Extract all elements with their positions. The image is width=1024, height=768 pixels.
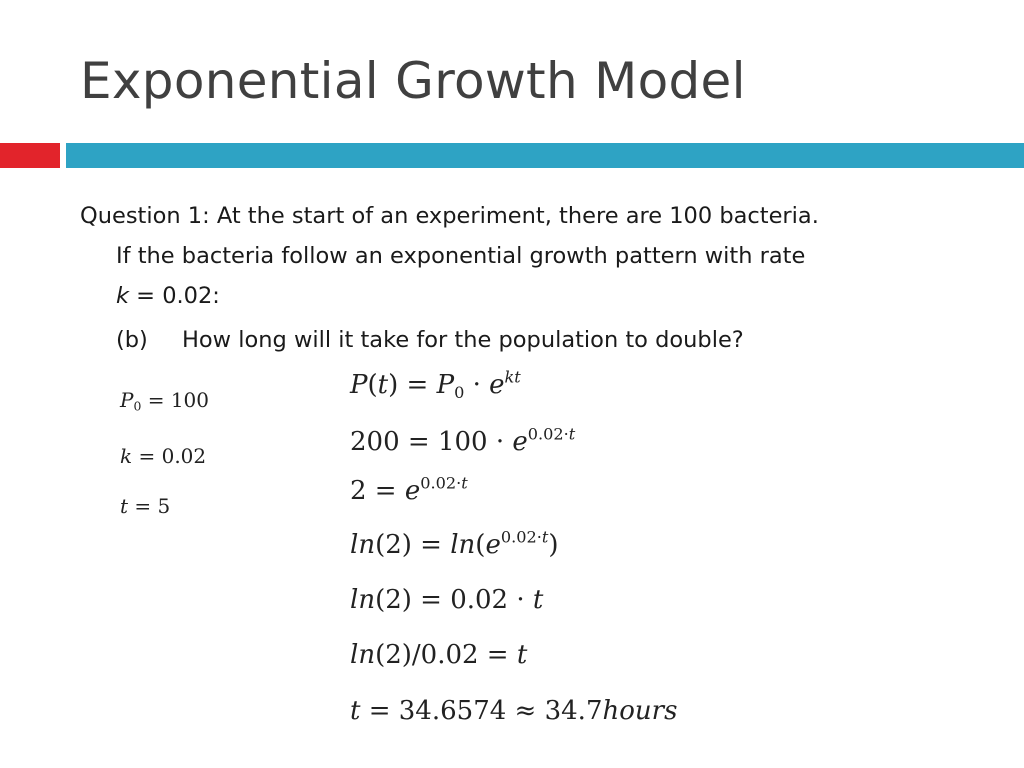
question-line-3 <box>80 276 980 316</box>
step-4-equation: $\ln(2) = \ln(e^{0.02\cdot t})$ <box>350 527 559 560</box>
rate-value: = 0.02: <box>129 283 220 309</box>
step-7-equation: t = 34.6574 ≈ 34.7hours <box>350 696 678 726</box>
step-1-equation: $P(t) = P_0 \cdot e^{kt}$ <box>350 367 521 402</box>
step-2-equation: $200 = 100 \cdot e^{0.02\cdot t}$ <box>350 424 576 457</box>
question-line-2: If the bacteria follow an exponential growth pattern with rate <box>116 243 806 269</box>
step-5-equation: ln(2) = 0.02 · t <box>350 585 544 615</box>
rate-variable: k <box>116 283 130 309</box>
sub-question-label: (b) <box>116 327 148 353</box>
title-rule-blue <box>66 143 1024 168</box>
step-3-equation: $2 = e^{0.02\cdot t}$ <box>350 473 468 506</box>
given-k: k = 0.02 <box>120 444 207 468</box>
sub-question-text: How long will it take for the population to double? <box>182 327 744 353</box>
slide-title: Exponential Growth Model <box>80 52 746 110</box>
sub-question <box>116 322 744 358</box>
question-line-1: Question 1: At the start of an experiment, there are 100 bacteria. <box>80 203 819 229</box>
given-p0: $P_0 = 100$ <box>120 388 210 414</box>
title-rule-red <box>0 143 60 168</box>
question-text <box>80 196 980 316</box>
step-6-equation: ln(2)/0.02 = t <box>350 640 528 670</box>
given-t: t = 5 <box>120 494 171 518</box>
